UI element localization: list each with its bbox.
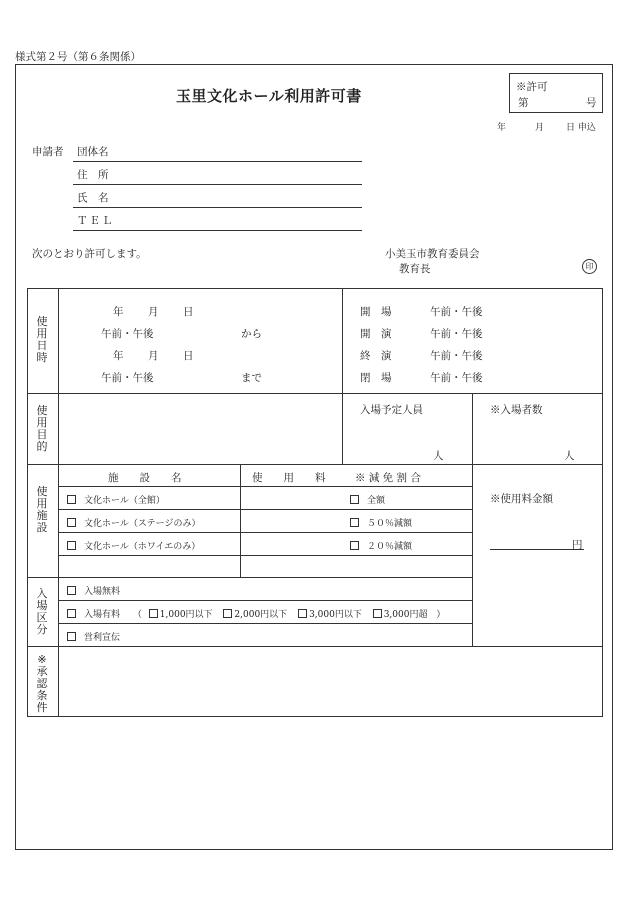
checkbox[interactable] xyxy=(223,609,232,618)
header-discount: ※ 減 免 割 合 xyxy=(355,472,421,484)
checkbox[interactable] xyxy=(67,586,76,595)
actual-attendance-label: ※入場者数 xyxy=(490,404,543,416)
label-usage-facility: 使 用 施 設 xyxy=(36,485,48,534)
row-divider xyxy=(27,646,603,647)
label-usage-datetime: 使 用 日 時 xyxy=(36,315,48,364)
total-fee-underline xyxy=(490,549,584,550)
paren-open: （ xyxy=(132,610,142,620)
discount-checkbox-row[interactable] xyxy=(350,539,412,552)
table-border-bottom xyxy=(27,716,603,717)
checkbox[interactable] xyxy=(67,632,76,641)
time-value: 午前・午後 xyxy=(430,328,483,340)
yen-unit: 円 xyxy=(572,539,583,551)
checkbox[interactable] xyxy=(67,518,76,527)
admission-promo-row[interactable] xyxy=(67,630,120,643)
admission-promo-label: 営利宣伝 xyxy=(84,633,121,643)
date-year: 年 xyxy=(497,123,507,133)
unit-person: 人 xyxy=(433,450,444,462)
seal-mark: 印 xyxy=(582,259,597,274)
row-divider xyxy=(27,464,603,465)
date-year: 年 xyxy=(113,306,124,318)
paid-option: 3,000円以下 xyxy=(309,610,362,620)
checkbox[interactable] xyxy=(67,541,76,550)
until-label: まで xyxy=(241,372,262,384)
unit-person: 人 xyxy=(564,450,575,462)
paid-option: 3,000円超 xyxy=(383,610,428,620)
time-label-close: 閉 場 xyxy=(360,372,392,384)
row-divider xyxy=(27,393,603,394)
col-divider xyxy=(472,577,473,647)
time-value: 午前・午後 xyxy=(430,372,483,384)
permit-number-box xyxy=(509,73,603,113)
admission-free-row[interactable] xyxy=(67,584,120,597)
col-divider xyxy=(342,288,343,465)
col-divider xyxy=(472,393,473,577)
table-border-right xyxy=(602,288,603,717)
applicant-field-address: 住 所 xyxy=(77,169,109,181)
expected-attendance-label: 入場予定人員 xyxy=(360,404,423,416)
checkbox[interactable] xyxy=(373,609,382,618)
ampm: 午前・午後 xyxy=(101,372,154,384)
time-value: 午前・午後 xyxy=(430,350,483,362)
facility-checkbox-row[interactable] xyxy=(67,493,165,506)
date-day: 日 xyxy=(183,350,194,362)
date-year: 年 xyxy=(113,350,124,362)
time-label-end: 終 演 xyxy=(360,350,392,362)
label-admission-type: 入 場 区 分 xyxy=(36,587,48,636)
form-number: 様式第２号（第６条関係） xyxy=(15,51,141,63)
issuer-title: 教育長 xyxy=(399,263,431,275)
applicant-field-group: 団体名 xyxy=(77,146,109,158)
checkbox[interactable] xyxy=(67,495,76,504)
discount-label: ２０％減額 xyxy=(367,542,413,552)
table-border-top xyxy=(27,288,603,289)
admission-paid-label: 入場有料 xyxy=(84,610,121,620)
facility-label: 文化ホール（全館） xyxy=(84,496,165,506)
discount-label: ５０％減額 xyxy=(367,519,413,529)
facility-label: 文化ホール（ステージのみ） xyxy=(84,519,201,529)
ampm: 午前・午後 xyxy=(101,328,154,340)
row-divider xyxy=(27,577,473,578)
discount-checkbox-row[interactable] xyxy=(350,493,385,506)
applicant-field-name: 氏 名 xyxy=(77,192,109,204)
permit-dai: 第 xyxy=(518,97,529,109)
label-usage-purpose: 使 用 目 的 xyxy=(36,404,48,453)
checkbox[interactable] xyxy=(350,518,359,527)
col-divider xyxy=(240,464,241,577)
field-underline xyxy=(73,161,362,162)
checkbox[interactable] xyxy=(350,541,359,550)
discount-checkbox-row[interactable] xyxy=(350,516,412,529)
row-divider xyxy=(58,600,473,601)
from-label: から xyxy=(241,328,262,340)
label-approval-conditions: ※ 承 認 条 件 xyxy=(36,653,48,714)
facility-checkbox-row[interactable] xyxy=(67,516,200,529)
row-divider xyxy=(58,532,473,533)
paid-option: 2,000円以下 xyxy=(234,610,288,620)
header-fee: 使 用 料 xyxy=(252,472,326,484)
field-underline xyxy=(73,184,362,185)
applicant-label: 申請者 xyxy=(32,146,64,158)
label-column-divider xyxy=(58,288,59,717)
date-month: 月 xyxy=(535,123,545,133)
checkbox[interactable] xyxy=(350,495,359,504)
facility-checkbox-row[interactable] xyxy=(67,539,200,552)
facility-label: 文化ホール（ホワイエのみ） xyxy=(84,542,201,552)
admission-paid-row[interactable] xyxy=(67,607,445,620)
date-day-apply: 日 申込 xyxy=(566,123,596,133)
field-underline xyxy=(73,207,362,208)
page-title: 玉里文化ホール利用許可書 xyxy=(176,87,362,105)
permission-text: 次のとおり許可します。 xyxy=(32,248,147,260)
date-month: 月 xyxy=(148,306,159,318)
issuer-org: 小美玉市教育委員会 xyxy=(385,248,480,260)
total-fee-label: ※使用料金額 xyxy=(490,493,553,505)
date-day: 日 xyxy=(183,306,194,318)
time-label-open: 開 場 xyxy=(360,306,392,318)
field-underline xyxy=(73,230,362,231)
permit-go: 号 xyxy=(586,97,597,109)
discount-label: 全額 xyxy=(367,496,386,506)
row-divider xyxy=(58,509,473,510)
table-border-left xyxy=(27,288,28,717)
admission-free-label: 入場無料 xyxy=(84,587,121,597)
row-divider xyxy=(58,623,473,624)
row-divider xyxy=(58,486,473,487)
time-value: 午前・午後 xyxy=(430,306,483,318)
applicant-field-tel: ＴＥＬ xyxy=(77,215,115,227)
checkbox[interactable] xyxy=(67,609,76,618)
checkbox[interactable] xyxy=(298,609,307,618)
row-divider xyxy=(58,555,473,556)
paid-option: 1,000円以下 xyxy=(159,610,213,620)
time-label-start: 開 演 xyxy=(360,328,392,340)
checkbox[interactable] xyxy=(149,609,158,618)
date-month: 月 xyxy=(148,350,159,362)
permit-label: ※許可 xyxy=(516,81,548,93)
header-facility-name: 施 設 名 xyxy=(108,472,182,484)
paren-close: ） xyxy=(436,610,446,620)
